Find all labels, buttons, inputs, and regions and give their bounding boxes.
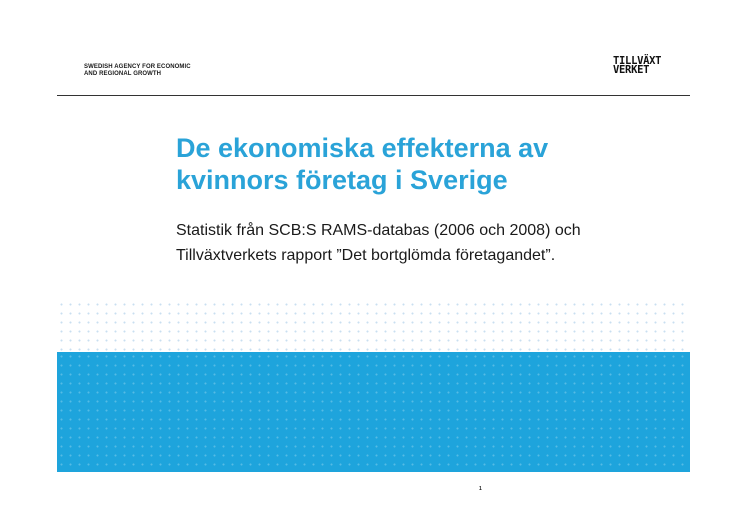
agency-name bbox=[84, 64, 284, 78]
slide-title-line-2: kvinnors företag i Sverige bbox=[176, 165, 508, 195]
agency-name-line-1: SWEDISH AGENCY FOR ECONOMIC bbox=[84, 64, 191, 70]
blue-band-decoration bbox=[57, 352, 690, 472]
logo-line-2: VERKET bbox=[613, 64, 650, 76]
logo-line-1: TILLVÄXT bbox=[613, 55, 662, 67]
slide-subtitle: Statistik från SCB:S RAMS-databas (2006 och 2008) och Tillväxtverkets rapport ”Det bortglömda företagandet”. bbox=[176, 222, 581, 264]
page-number: 1 bbox=[479, 486, 482, 492]
tillvaxtverket-logo bbox=[613, 57, 661, 75]
agency-name-line-2: AND REGIONAL GROWTH bbox=[84, 71, 162, 77]
header-divider bbox=[57, 95, 690, 96]
slide-title-line-1: De ekonomiska effekterna av bbox=[176, 133, 549, 163]
dot-pattern-decoration bbox=[57, 300, 690, 352]
slide-title bbox=[176, 132, 656, 196]
